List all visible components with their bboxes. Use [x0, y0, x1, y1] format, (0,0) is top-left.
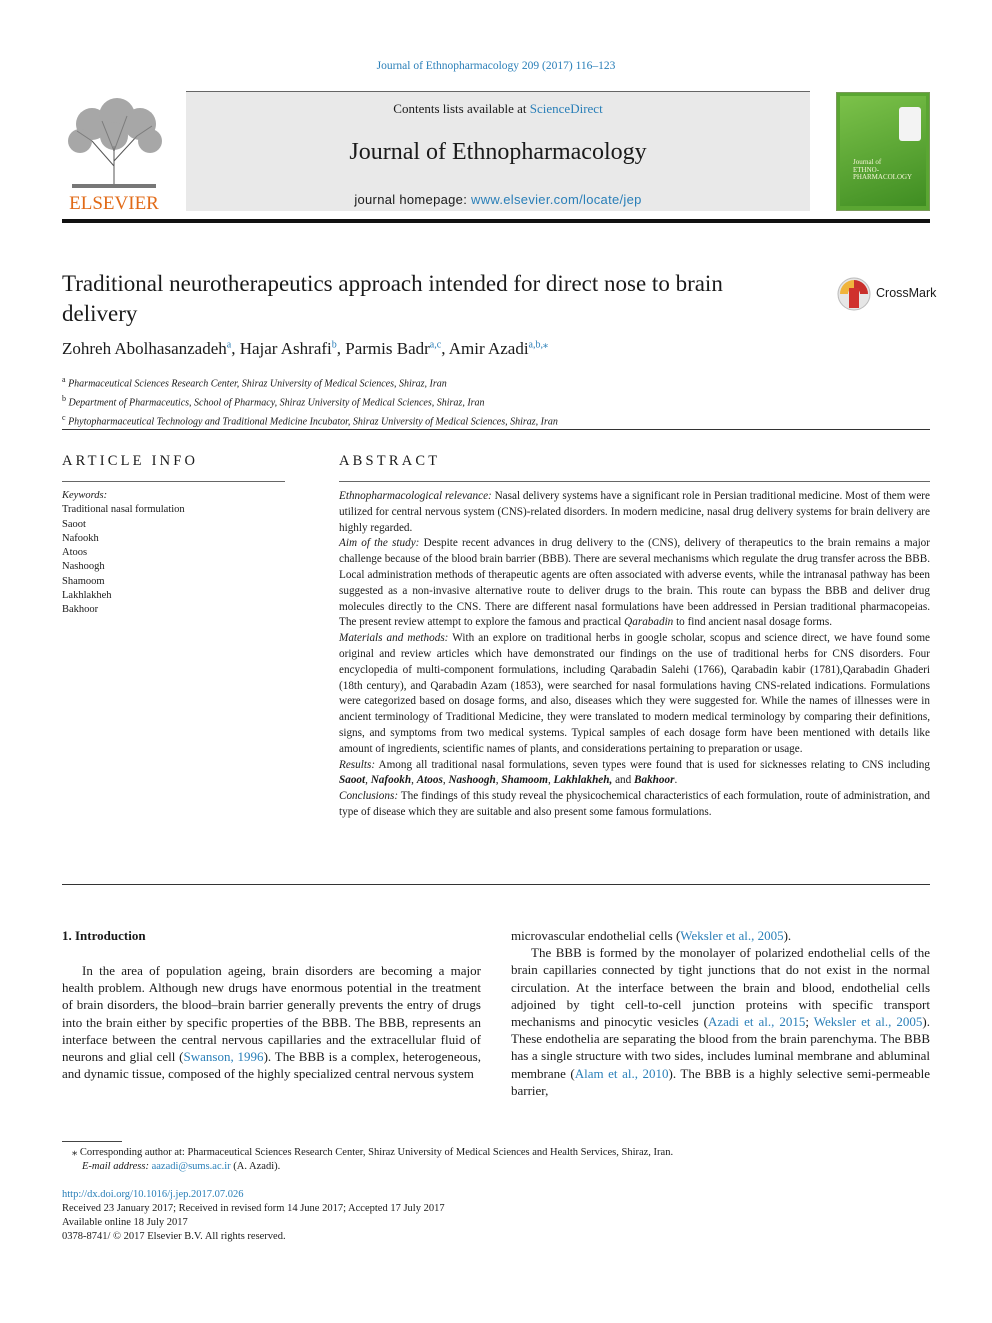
- affiliations-divider: [62, 429, 930, 430]
- abstract-text: to find ancient nasal dosage forms.: [673, 616, 833, 629]
- abstract-term: Nashoogh: [448, 774, 496, 787]
- homepage-line: [186, 192, 810, 207]
- abstract-rule: [339, 481, 930, 482]
- body-text: In the area of population ageing, brain disorders are becoming a major health problem. Although new drugs have enormous potential in the treatment of brain disorders, the blood–brain barrier generally prevents the entry of drugs into the brain either by specific properties of the BBB. The BBB, represents an interface between the central nervous capillaries and the extracellular fluid of neurons and glial cell (: [62, 963, 481, 1065]
- abstract-divider: [62, 884, 930, 885]
- keyword: Nafookh: [62, 532, 99, 544]
- body-text: microvascular endothelial cells (: [511, 928, 681, 943]
- abstract-text: With an explore on traditional herbs in google scholar, scopus and science direct, we have found some original and review articles which have demonstrated our findings on the use of traditional herbs for CNS disorders. Four encyclopedia of multi-component formulations, including Qarabadin Salehi (1766), Qarabadin kabir (1781),Qarabadin Ghaderi (18th century), and Qarabadin Azam (1853), were searched for nasal formulations having CNS-related indications. Formulations were categorized based on dosage forms, and also, diseases which they were suggested for. While the names of illnesses were in ancient terminology of Traditional Medicine, they were translated to modern medical terminology by comparing their definitions, signs, and symptoms from two medical systems. Typical samples of each dosage form have been mentioned with details like amount of ingredients, scientific names of plants, and considerations pertaining to preparation or usage.: [339, 632, 930, 755]
- body-text: ;: [805, 1014, 814, 1030]
- doi-link[interactable]: http://dx.doi.org/10.1016/j.jep.2017.07.026: [62, 1189, 244, 1200]
- sciencedirect-link[interactable]: ScienceDirect: [529, 101, 603, 116]
- affiliation-text: Pharmaceutical Sciences Research Center, Shiraz University of Medical Sciences, Shiraz, Iran: [68, 378, 447, 390]
- intro-paragraph-1: [62, 962, 481, 1082]
- crossmark-icon: [836, 276, 872, 312]
- keywords-block: [62, 489, 302, 618]
- corresponding-footnote: [62, 1146, 930, 1174]
- cover-emblem: [899, 107, 921, 141]
- journal-citation[interactable]: Journal of Ethnopharmacology 209 (2017) 116–123: [376, 60, 616, 72]
- author-name: Hajar Ashrafi: [239, 339, 332, 358]
- homepage-prefix: journal homepage:: [354, 192, 472, 207]
- journal-cover-thumbnail[interactable]: [836, 92, 930, 211]
- abstract-term: Saoot: [339, 774, 366, 787]
- contents-line: [186, 101, 810, 117]
- publication-info: [62, 1188, 930, 1244]
- abstract-text: Nasal delivery systems have a significant role in Persian traditional medicine. Most of them were utilized for central nervous system (CNS)-related disorders. In modern medicine, nasal drug delivery systems for brain delivery are highly regarded.: [339, 490, 930, 534]
- contents-prefix: Contents lists available at: [393, 101, 530, 116]
- author-sup[interactable]: a: [226, 339, 232, 351]
- abstract-text: Despite recent advances in drug delivery to the (CNS), delivery of therapeutics to the brain remains a major challenge because of the blood brain barrier (BBB). There are several mechanisms which regulate the drug transfer across the BBB. Local administration methods of therapeutic agents are often associated with adverse events, while the intranasal pathway has been suggested as a non-invasive alternative route to deliver drugs to the brain. This route can bypass the BBB and deliver drug molecules directly to the CNS. There are different nasal formulations have been addressed in Persian traditional pharmacopeias. The present review attempt to explore the famous and practical: [339, 537, 931, 629]
- abstract-conclusions: [339, 789, 930, 821]
- abstract-term: Lakhlakheh,: [553, 774, 613, 787]
- body-text: ). These endothelia are separating the blood from the brain parenchyma. The BBB has a single structure with two sides, includes luminal membrane and abluminal membrane (: [511, 1014, 930, 1081]
- abstract-term: Nafookh: [370, 774, 412, 787]
- article-info-rule: [62, 481, 285, 482]
- email-line: [62, 1160, 930, 1174]
- citation-link[interactable]: Weksler et al., 2005: [680, 928, 784, 943]
- body-text: ).: [783, 928, 792, 943]
- abstract-label: Ethnopharmacological relevance:: [339, 490, 492, 502]
- citation-link[interactable]: Weksler et al., 2005: [813, 1014, 923, 1030]
- intro-heading: 1. Introduction: [62, 928, 146, 943]
- body-text: ). The BBB is a complex, heterogeneous, and dynamic tissue, composed of the highly specialized central nervous system: [62, 1049, 481, 1082]
- intro-paragraph-2: [511, 944, 930, 1099]
- cover-title-3: PHARMACOLOGY: [853, 173, 913, 181]
- citation-link[interactable]: Alam et al., 2010: [574, 1065, 669, 1081]
- journal-title: Journal of Ethnopharmacology: [349, 139, 647, 165]
- abstract-methods: [339, 631, 930, 757]
- keyword: Atoos: [62, 547, 88, 559]
- cover-title-1: Journal of: [853, 158, 882, 166]
- affiliation-sup: c: [62, 412, 66, 422]
- citation-link[interactable]: Swanson, 1996: [183, 1049, 264, 1065]
- article-title-line-2: delivery: [62, 301, 138, 326]
- body-text: The BBB is formed by the monolayer of polarized endothelial cells of the brain capillaries connected by tight junctions that do not exist in the normal circulation. At the interface between the brain and blood, endothelial cells adjoined by tight cell-to-cell junction proteins with specific transport mechanisms and pinocytic vesicles (: [511, 945, 930, 1030]
- keyword: Nashoogh: [62, 561, 105, 573]
- abstract-label: Aim of the study:: [339, 537, 420, 550]
- available-online: Available online 18 July 2017: [62, 1217, 188, 1228]
- abstract-body: [339, 489, 930, 821]
- abstract-term: Bakhoor: [634, 774, 675, 787]
- author-sup[interactable]: a,c: [429, 339, 442, 351]
- abstract-aim: [339, 536, 930, 631]
- email-link[interactable]: aazadi@sums.ac.ir: [151, 1161, 231, 1172]
- abstract-text: The findings of this study reveal the physicochemical characteristics of each formulation, route of administration, and type of disease which they are suitable and also present some famous formulations.: [339, 790, 930, 818]
- affiliation: [62, 373, 922, 392]
- citation-link[interactable]: Azadi et al., 2015: [708, 1014, 806, 1030]
- cover-title-2: ETHNO-: [853, 165, 880, 174]
- article-title-line-1: Traditional neurotherapeutics approach intended for direct nose to brain: [62, 271, 723, 296]
- author-sup[interactable]: a,b,⁎: [528, 339, 548, 351]
- abstract-term: Shamoom: [501, 774, 548, 787]
- crossmark-label: CrossMark: [876, 286, 937, 300]
- email-label: E-mail address:: [82, 1161, 149, 1172]
- body-text: ). The BBB is a highly selective semi-permeable barrier,: [511, 1065, 930, 1098]
- crossmark-badge[interactable]: [836, 276, 937, 312]
- elsevier-wordmark: ELSEVIER: [69, 193, 159, 214]
- abstract-label: Materials and methods:: [339, 632, 449, 645]
- keyword: Saoot: [62, 518, 86, 530]
- affiliation-sup: b: [62, 393, 66, 403]
- article-title: [62, 269, 822, 329]
- affiliations: [62, 373, 922, 429]
- affiliation: [62, 392, 922, 411]
- abstract-text: Among all traditional nasal formulations, seven types were found that is used for sicknesses relating to CNS including: [375, 758, 930, 771]
- author-list: Zohreh Abolhasanzadeh$^a$, Hajar Ashrafi$^b$, Parmis Badr$^{a,c}$, Amir Azadi$^{a,b,⁎}$: [62, 339, 548, 358]
- keyword: Lakhlakheh: [62, 590, 112, 602]
- author-name: Parmis Badr: [345, 339, 430, 358]
- abstract-heading: ABSTRACT: [339, 453, 441, 469]
- abstract-term: Qarabadin: [624, 616, 674, 629]
- received-dates: Received 23 January 2017; Received in revised form 14 June 2017; Accepted 17 July 2017: [62, 1203, 445, 1214]
- abstract-text: and: [612, 774, 635, 787]
- keyword: Traditional nasal formulation: [62, 504, 185, 516]
- copyright: 0378-8741/ © 2017 Elsevier B.V. All rights reserved.: [62, 1231, 286, 1242]
- footnote-rule: [62, 1141, 122, 1142]
- affiliation-text: Phytopharmaceutical Technology and Traditional Medicine Incubator, Shiraz University of Medical Sciences, Shiraz, Iran: [68, 415, 558, 427]
- abstract-label: Conclusions:: [339, 790, 399, 803]
- email-name: (A. Azadi).: [230, 1161, 281, 1172]
- keywords-label: Keywords:: [62, 490, 108, 501]
- abstract-relevance: [339, 489, 930, 536]
- abstract-results: Results: Among all traditional nasal formulations, seven types were found that is used for sicknesses relating to CNS including Saoot, Nafookh, Atoos, Nashoogh, Shamoom, Lakhlakheh, and Bakhoor.: [339, 758, 930, 787]
- corresponding-author: ⁎ Corresponding author at: Pharmaceutical Sciences Research Center, Shiraz University of Medical Sciences and Health Services, Shiraz, Iran.: [72, 1147, 674, 1158]
- header-divider: [62, 219, 930, 223]
- homepage-link[interactable]: www.elsevier.com/locate/jep: [471, 192, 642, 207]
- affiliation-sup: a: [62, 375, 66, 384]
- author-sup[interactable]: b: [331, 339, 337, 351]
- author-name: Amir Azadi: [448, 339, 529, 358]
- abstract-term: Atoos: [416, 774, 443, 787]
- header-top-rule: [186, 91, 810, 92]
- abstract-label: Results:: [339, 758, 376, 771]
- author-name: Zohreh Abolhasanzadeh: [62, 339, 227, 358]
- abstract-text: .: [674, 774, 678, 787]
- article-info-heading: ARTICLE INFO: [62, 453, 199, 469]
- intro-continuation: [511, 927, 930, 944]
- affiliation-text: Department of Pharmaceutics, School of Pharmacy, Shiraz University of Medical Sciences, Shiraz, Iran: [68, 397, 485, 409]
- keyword: Shamoom: [62, 575, 105, 587]
- intro-column-2: [511, 927, 930, 1099]
- keyword: Bakhoor: [62, 604, 99, 616]
- affiliation: [62, 411, 922, 430]
